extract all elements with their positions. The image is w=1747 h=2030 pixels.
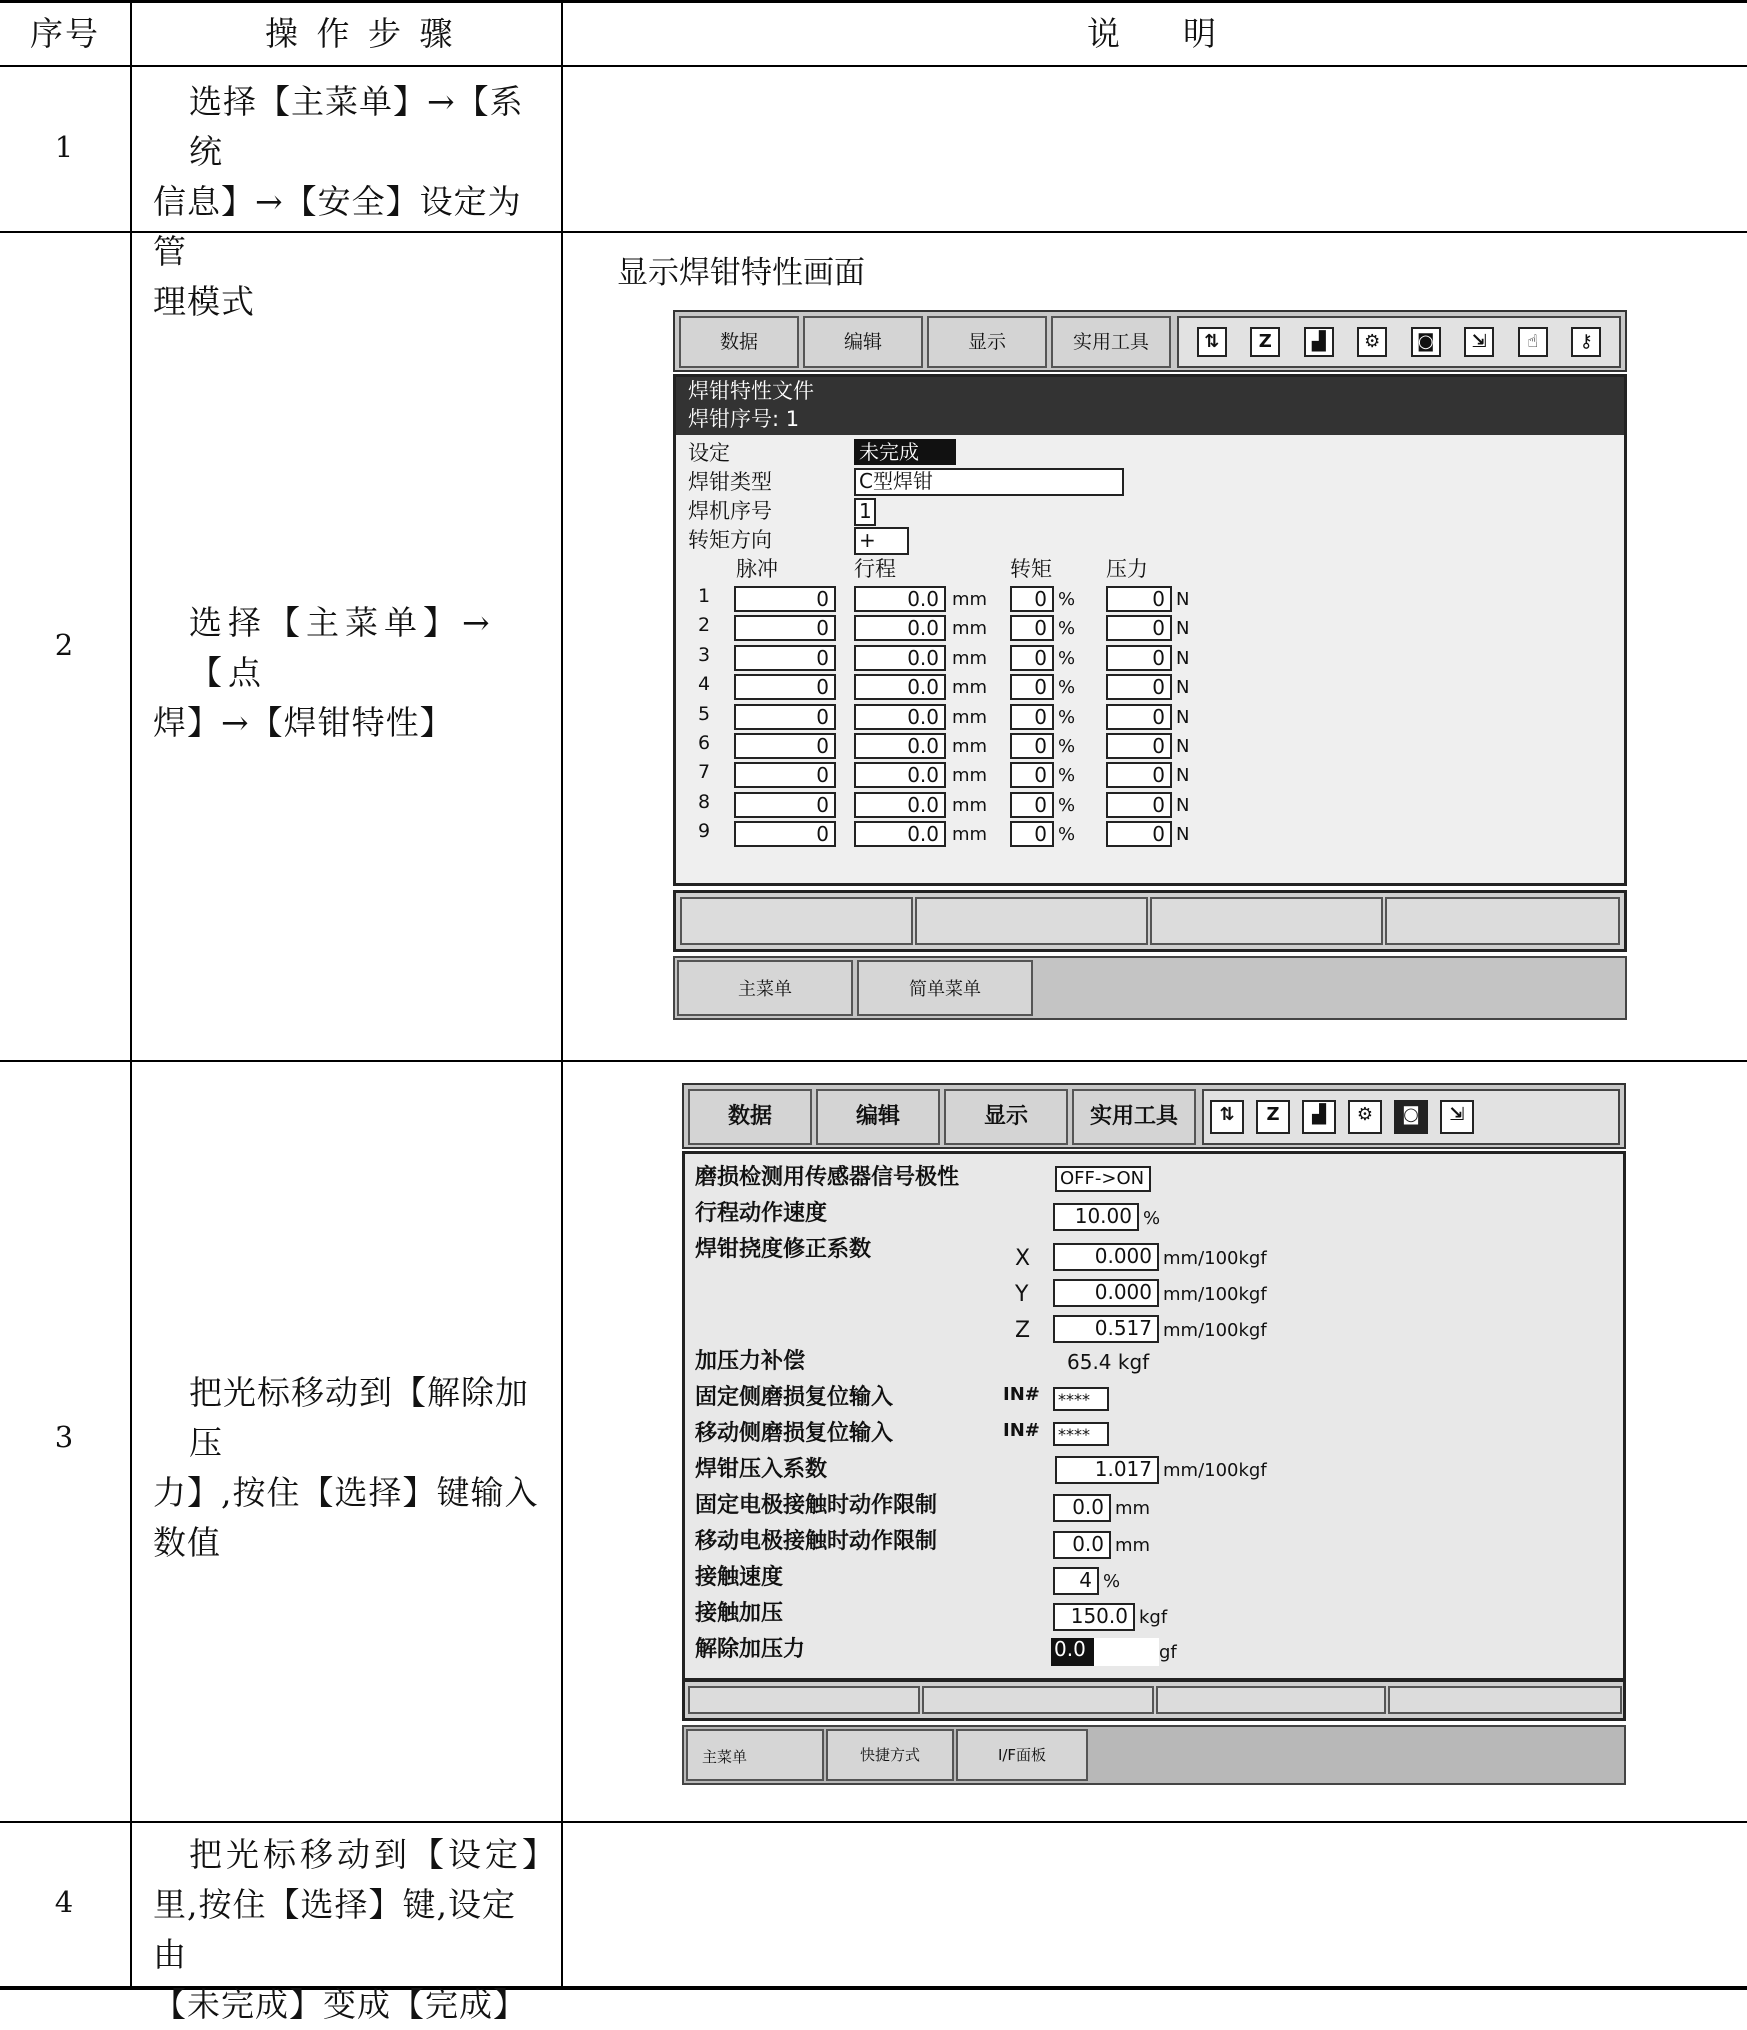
unit: mm/100kgf [1163,1320,1267,1341]
function-key[interactable] [680,897,913,945]
unit: mm [952,765,988,787]
function-key[interactable] [1150,897,1383,945]
row-index: 1 [698,585,711,607]
content-panel [673,374,1627,886]
stroke-field[interactable]: 0.0 [854,733,946,759]
unit: N [1176,765,1190,787]
unit: mm [952,677,988,699]
row-divider [0,1060,1747,1062]
torque-field[interactable]: 0 [1010,821,1054,847]
row-index: 8 [698,790,711,813]
torque-direction-field[interactable]: + [854,527,909,555]
setting-label: 接触速度 [695,1565,784,1590]
header-steps: 操 作 步 骤 [265,14,457,53]
unit: mm/100kgf [1163,1460,1267,1481]
col-header-pressure: 压力 [1106,557,1148,581]
12-icon: ⇅ [1197,327,1227,357]
unit: N [1176,677,1190,699]
tab-data[interactable]: 数据 [679,316,799,368]
unit: mm [952,736,988,757]
unit: mm [952,589,988,610]
tab-display[interactable]: 显示 [944,1089,1068,1145]
pressure-field[interactable]: 0 [1106,645,1172,671]
step-line: 【未完成】变成【完成】 [153,1985,527,2024]
robot-icon: ⚙ [1357,327,1387,357]
row-index: 4 [698,673,711,696]
fixed-contact-limit-field[interactable]: 0.0 [1053,1494,1111,1522]
row-index: 3 [698,643,711,666]
file-title [676,377,1624,435]
torque-field[interactable]: 0 [1010,762,1054,788]
pulse-field[interactable]: 0 [734,792,836,818]
column-divider [130,0,132,1990]
setting-label: 磨损检测用传感器信号极性 [695,1165,960,1190]
bottom-bar [673,956,1627,1020]
setting-label: 焊钳挠度修正系数 [695,1237,872,1262]
tab-data[interactable]: 数据 [688,1089,812,1145]
chart-icon: ▟ [1304,327,1334,357]
field-label: 转矩方向 [688,528,772,552]
unit: % [1058,794,1076,816]
unit: N [1176,706,1190,728]
step-line: 把光标移动到【设定】 [189,1835,559,1874]
unit: mm/100kgf [1163,1284,1267,1305]
column-divider [561,0,563,1990]
deflection-y-field[interactable]: 0.000 [1053,1279,1159,1307]
unit: mm [952,618,988,640]
col-header-torque: 转矩 [1010,557,1052,581]
step-text [153,1830,559,2030]
step-line: 信息】→【安全】设定为管 [153,182,522,271]
torque-field[interactable]: 0 [1010,704,1054,730]
unit: % [1058,736,1076,757]
axis-label: Z [1015,1318,1031,1343]
unit: % [1058,824,1076,846]
axis-label: Y [1015,1282,1029,1307]
unit: % [1058,647,1076,669]
unit: mm [952,824,988,846]
function-keys [673,890,1627,952]
row-number: 2 [54,628,74,662]
release-pressure-field[interactable]: 0.0 [1051,1638,1159,1666]
tab-edit[interactable]: 编辑 [803,316,923,368]
unit: N [1176,794,1190,816]
row-index: 5 [698,702,711,725]
step-line: 理模式 [153,282,255,321]
deflection-x-field[interactable]: 0.000 [1053,1243,1159,1271]
step-line: 焊】→【焊钳特性】 [153,703,454,742]
stroke-field[interactable]: 0.0 [854,586,946,612]
pulse-field[interactable]: 0 [734,615,836,641]
tab-utility[interactable]: 实用工具 [1072,1089,1196,1145]
setting-label: 接触加压 [695,1601,784,1626]
pressure-field[interactable]: 0 [1106,792,1172,818]
unit: mm [1115,1535,1151,1556]
camera-icon: ◙ [1411,327,1441,357]
function-key[interactable] [1388,1686,1622,1714]
step-text [153,598,543,748]
step-text [153,77,543,327]
main-menu-button[interactable]: 主菜单 [677,960,853,1016]
tab-display[interactable]: 显示 [927,316,1047,368]
moving-wear-reset-field[interactable]: **** [1053,1422,1109,1446]
stroke-field[interactable]: 0.0 [854,821,946,847]
title-line: 焊钳序号: 1 [688,407,800,431]
pressure-field[interactable]: 0 [1106,704,1172,730]
pressure-field[interactable]: 0 [1106,762,1172,788]
unit: N [1176,824,1190,846]
moving-contact-limit-field[interactable]: 0.0 [1053,1531,1111,1559]
status-icons [1202,1089,1620,1145]
unit: % [1058,765,1076,787]
unit: % [1143,1208,1161,1229]
lock-icon: ⚷ [1571,327,1601,357]
unit: N [1176,736,1190,757]
deflection-z-field[interactable]: 0.517 [1053,1315,1159,1343]
row-divider [0,1821,1747,1823]
pulse-field[interactable]: 0 [734,704,836,730]
stroke-field[interactable]: 0.0 [854,615,946,641]
row-index: 2 [698,614,711,637]
pressure-field[interactable]: 0 [1106,674,1172,700]
unit: mm [952,794,988,816]
pulse-field[interactable]: 0 [734,762,836,788]
unit: N [1176,647,1190,669]
contact-pressure-field[interactable]: 150.0 [1053,1603,1135,1631]
gun-condition-screen [682,1083,1626,1789]
setting-label: 移动侧磨损复位输入 [695,1421,894,1446]
torque-field[interactable]: 0 [1010,733,1054,759]
unit: % [1058,706,1076,728]
z-icon: Z [1256,1100,1290,1134]
unit: N [1176,618,1190,640]
simple-menu-button[interactable]: 简单菜单 [857,960,1033,1016]
tab-utility[interactable]: 实用工具 [1051,316,1171,368]
tab-edit[interactable]: 编辑 [816,1089,940,1145]
pressure-compensation-value: 65.4 kgf [1067,1350,1150,1374]
stroke-field[interactable]: 0.0 [854,792,946,818]
unit: % [1058,677,1076,699]
unit: N [1176,589,1190,610]
table-top-border [0,0,1747,3]
stroke-field[interactable]: 0.0 [854,762,946,788]
row-number: 4 [54,1885,74,1919]
content-panel [682,1151,1626,1681]
pressure-field[interactable]: 0 [1106,733,1172,759]
gun-type-field[interactable]: C型焊钳 [854,468,1124,496]
col-header-pulse: 脉冲 [736,557,778,581]
row-number: 1 [54,130,74,164]
press-coefficient-field[interactable]: 1.017 [1055,1456,1159,1484]
function-key[interactable] [688,1686,920,1714]
contact-speed-field[interactable]: 4 [1053,1567,1099,1595]
caption: 显示焊钳特性画面 [617,255,865,291]
function-keys [682,1679,1626,1721]
title-line: 焊钳特性文件 [688,379,814,403]
setting-label: 固定侧磨损复位输入 [695,1385,894,1410]
unit: mm [952,706,988,728]
setting-label: 固定电极接触时动作限制 [695,1493,938,1518]
col-header-stroke: 行程 [854,557,896,581]
field-label: 设定 [688,441,730,465]
unit: mm [952,647,988,669]
header-divider [0,65,1747,67]
input-prefix: IN# [1003,1420,1040,1441]
stroke-field[interactable]: 0.0 [854,674,946,700]
setting-label: 焊钳压入系数 [695,1457,828,1482]
hand-icon: ☝ [1518,327,1548,357]
robot-icon: ⚙ [1348,1100,1382,1134]
camera-icon: ◙ [1394,1100,1428,1134]
step-line: 选择【主菜单】→【点 [189,603,496,692]
pulse-field[interactable]: 0 [734,733,836,759]
row-index: 7 [698,761,711,784]
torque-field[interactable]: 0 [1010,674,1054,700]
export-icon: ⇲ [1464,327,1494,357]
step-line: 数值 [153,1523,221,1562]
unit: mm/100kgf [1163,1248,1267,1269]
axis-label: X [1015,1246,1031,1271]
menu-bar [673,310,1627,372]
bottom-bar [682,1725,1626,1785]
field-label: 焊机序号 [688,499,772,523]
step-text [153,1368,543,1568]
function-key[interactable] [922,1686,1154,1714]
row-index: 6 [698,732,711,754]
function-key[interactable] [915,897,1148,945]
step-line: 把光标移动到【解除加压 [189,1373,529,1462]
torque-field[interactable]: 0 [1010,645,1054,671]
unit: % [1058,589,1076,610]
welder-number-field[interactable]: 1 [854,498,876,526]
step-line: 选择【主菜单】→【系统 [189,82,524,171]
unit: gf [1159,1642,1177,1663]
unit: mm [1115,1498,1151,1519]
torque-field[interactable]: 0 [1010,615,1054,641]
header-index: 序号 [30,14,100,53]
setting-label: 加压力补偿 [695,1349,806,1374]
unit: kgf [1139,1607,1168,1628]
pressure-field[interactable]: 0 [1106,821,1172,847]
12-icon: ⇅ [1210,1100,1244,1134]
setting-label: 解除加压力 [695,1637,806,1662]
field-label: 焊钳类型 [688,470,772,494]
setting-field[interactable]: 未完成 [854,439,956,465]
z-icon: Z [1250,327,1280,357]
pulse-field[interactable]: 0 [734,821,836,847]
pulse-field[interactable]: 0 [734,674,836,700]
fixed-wear-reset-field[interactable]: **** [1053,1387,1109,1411]
sensor-polarity-field[interactable]: OFF->ON [1055,1166,1151,1192]
pulse-field[interactable]: 0 [734,645,836,671]
pressure-field[interactable]: 0 [1106,615,1172,641]
shortcut-button[interactable]: 快捷方式 [826,1729,954,1781]
row-number: 3 [54,1420,74,1454]
function-key[interactable] [1156,1686,1386,1714]
menu-bar [682,1083,1626,1149]
torque-field[interactable]: 0 [1010,586,1054,612]
setting-label: 行程动作速度 [695,1201,828,1226]
pulse-field[interactable]: 0 [734,586,836,612]
if-panel-button[interactable]: I/F面板 [956,1729,1088,1781]
header-description: 说 明 [1087,14,1216,53]
chart-icon: ▟ [1302,1100,1336,1134]
pressure-field[interactable]: 0 [1106,586,1172,612]
unit: % [1103,1571,1121,1592]
status-icons [1177,316,1621,368]
step-line: 力】,按住【选择】键输入 [153,1473,539,1512]
setting-label: 移动电极接触时动作限制 [695,1529,938,1554]
row-index: 9 [698,820,711,843]
unit: % [1058,618,1076,640]
stroke-field[interactable]: 0.0 [854,704,946,730]
stroke-speed-field[interactable]: 10.00 [1053,1203,1139,1231]
step-line: 里,按住【选择】键,设定由 [153,1885,516,1974]
stroke-field[interactable]: 0.0 [854,645,946,671]
export-icon: ⇲ [1440,1100,1474,1134]
function-key[interactable] [1385,897,1620,945]
input-prefix: IN# [1003,1384,1040,1405]
main-menu-button[interactable]: 主菜单 [686,1729,824,1781]
gun-characteristic-screen [673,310,1627,1030]
torque-field[interactable]: 0 [1010,792,1054,818]
